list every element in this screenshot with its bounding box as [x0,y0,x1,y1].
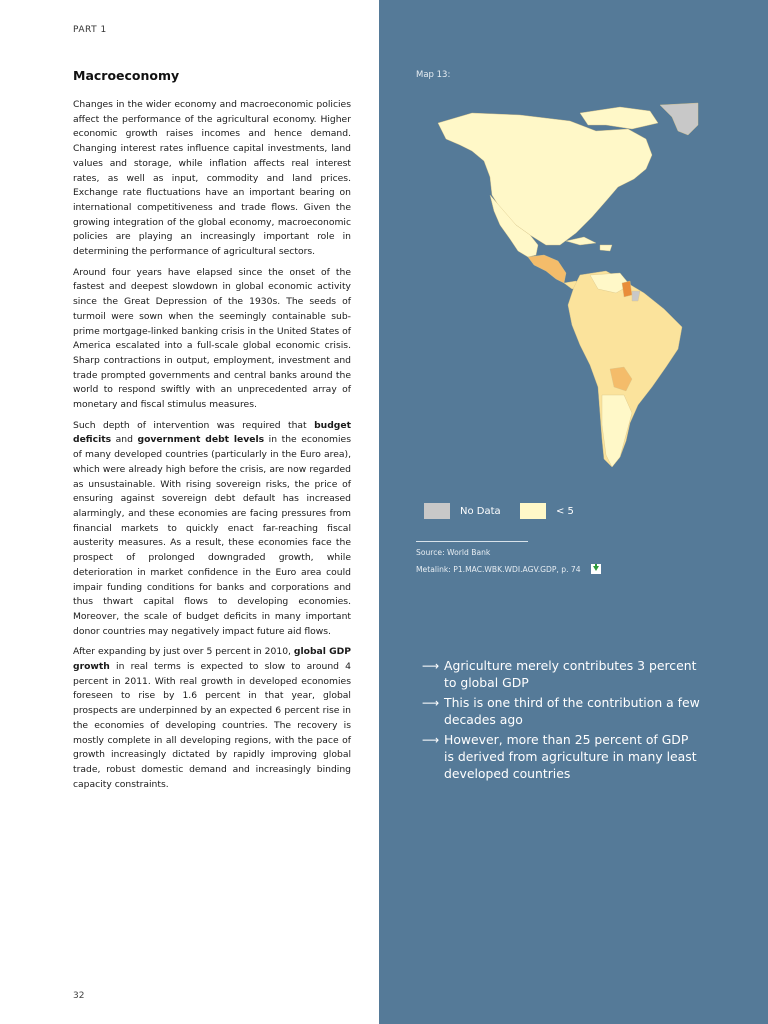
body-text [73,98,351,798]
download-icon[interactable] [591,564,601,574]
paragraph-4-text-a: After expanding by just over 5 percent in 2010, [73,646,294,658]
map-region-central-america [528,255,566,283]
arrow-right-icon: ⟶ [422,696,440,711]
key-point-1 [422,658,702,691]
legend-item-no-data [424,503,501,519]
map-region-arctic-islands [580,107,658,129]
key-points-list [422,658,702,786]
paragraph-3-text-a: Such depth of intervention was required that [73,419,315,431]
key-point-text: This is one third of the contribution a few decades ago [444,695,700,727]
paragraph-3 [73,419,351,640]
key-point-3 [422,732,702,782]
source-divider [416,541,528,542]
term-global-gdp-growth: global GDP growth [73,646,351,673]
legend-label-lt5: < 5 [556,505,574,517]
legend-swatch-lt5 [520,503,546,519]
map-region-cuba [566,237,596,245]
metalink-text: Metalink: P1.MAC.WBK.WDI.AGV.GDP, p. 74 [416,564,581,574]
term-government-debt: government debt levels [137,434,265,446]
key-point-2 [422,695,702,728]
part-label: PART 1 [73,25,107,35]
map-metalink [416,564,601,574]
key-point-text: However, more than 25 percent of GDP is derived from agriculture in many least developed countries [444,732,697,781]
americas-map [420,95,720,485]
arrow-right-icon: ⟶ [422,733,440,748]
map-title: Map 13: [416,70,451,80]
arrow-right-icon: ⟶ [422,659,440,673]
text-column [0,0,379,1024]
legend-label-no-data: No Data [460,505,501,517]
map-region-guyana [622,281,632,297]
section-title: Macroeconomy [73,68,180,83]
map-region-north-america [438,113,652,245]
term-budget-deficits: budget deficits [73,419,351,446]
paragraph-1: Changes in the wider economy and macroeconomic policies affect the performance of the agricultural economy. Higher economic growth raises incomes and hence demand. Changing interest rates influence capital investments, land values and storage, while inflation affects real interest rates, as well as input, commodity and land prices. Exchange rate fluctuations have an important bearing on international competitiveness and trade flows. Given the growing integration of the global economy, macroeconomic policies are playing an increasingly important role in determining the performance of agricultural sectors. [73,99,351,258]
paragraph-3-text-c: and [111,434,138,446]
map-region-greenland [660,103,698,135]
map-region-hispaniola [600,245,612,251]
paragraph-2: Around four years have elapsed since the onset of the fastest and deepest slowdown in global economic activity since the Great Depression of the 1930s. The seeds of turmoil were sown when the seemingly containable sub-prime mortgage-linked banking crisis in the United States of America escalated into a full-scale global economic crisis. Sharp contractions in output, employment, investment and trade prompted governments and central banks around the world to respond swiftly with an unprecedented array of monetary and fiscal stimulus measures. [73,266,351,411]
paragraph-4 [73,645,351,792]
map-source: Source: World Bank [416,548,491,557]
legend-swatch-no-data [424,503,450,519]
paragraph-4-text-c: in real terms is expected to slow to around 4 percent in 2011. With real growth in developed economies foreseen to rise by 1.6 percent in that year, global prospects are underpinned by an expected 6 percent rise in the economies of developing countries. The recovery is mostly complete in all developing regions, with the pace of growth increasingly dictated by rapidly improving global trade, robust domestic demand and increasingly binding capacity constraints. [73,661,351,790]
legend-item-lt5 [520,503,574,519]
paragraph-3-text-d: in the economies of many developed countries (particularly in the Euro area), which were already high before the crisis, are now regarded as unsustainable. With rising sovereign risks, the price of ensuring against sovereign debt default has increased alarmingly, and these economies are facing pressures from financial markets to quickly enact far-reaching fiscal austerity measures. As a result, these economies face the prospect of prolonged downgraded growth, while deterioration in market confidence in the Euro area could impair funding conditions for banks and corporations and thus thwart capital flows to developing economies. Moreover, the scale of budget deficits in many important donor countries may negatively impact future aid flows. [73,434,351,637]
key-point-text: Agriculture merely contributes 3 percent to global GDP [444,658,697,690]
page-number: 32 [73,991,85,1001]
